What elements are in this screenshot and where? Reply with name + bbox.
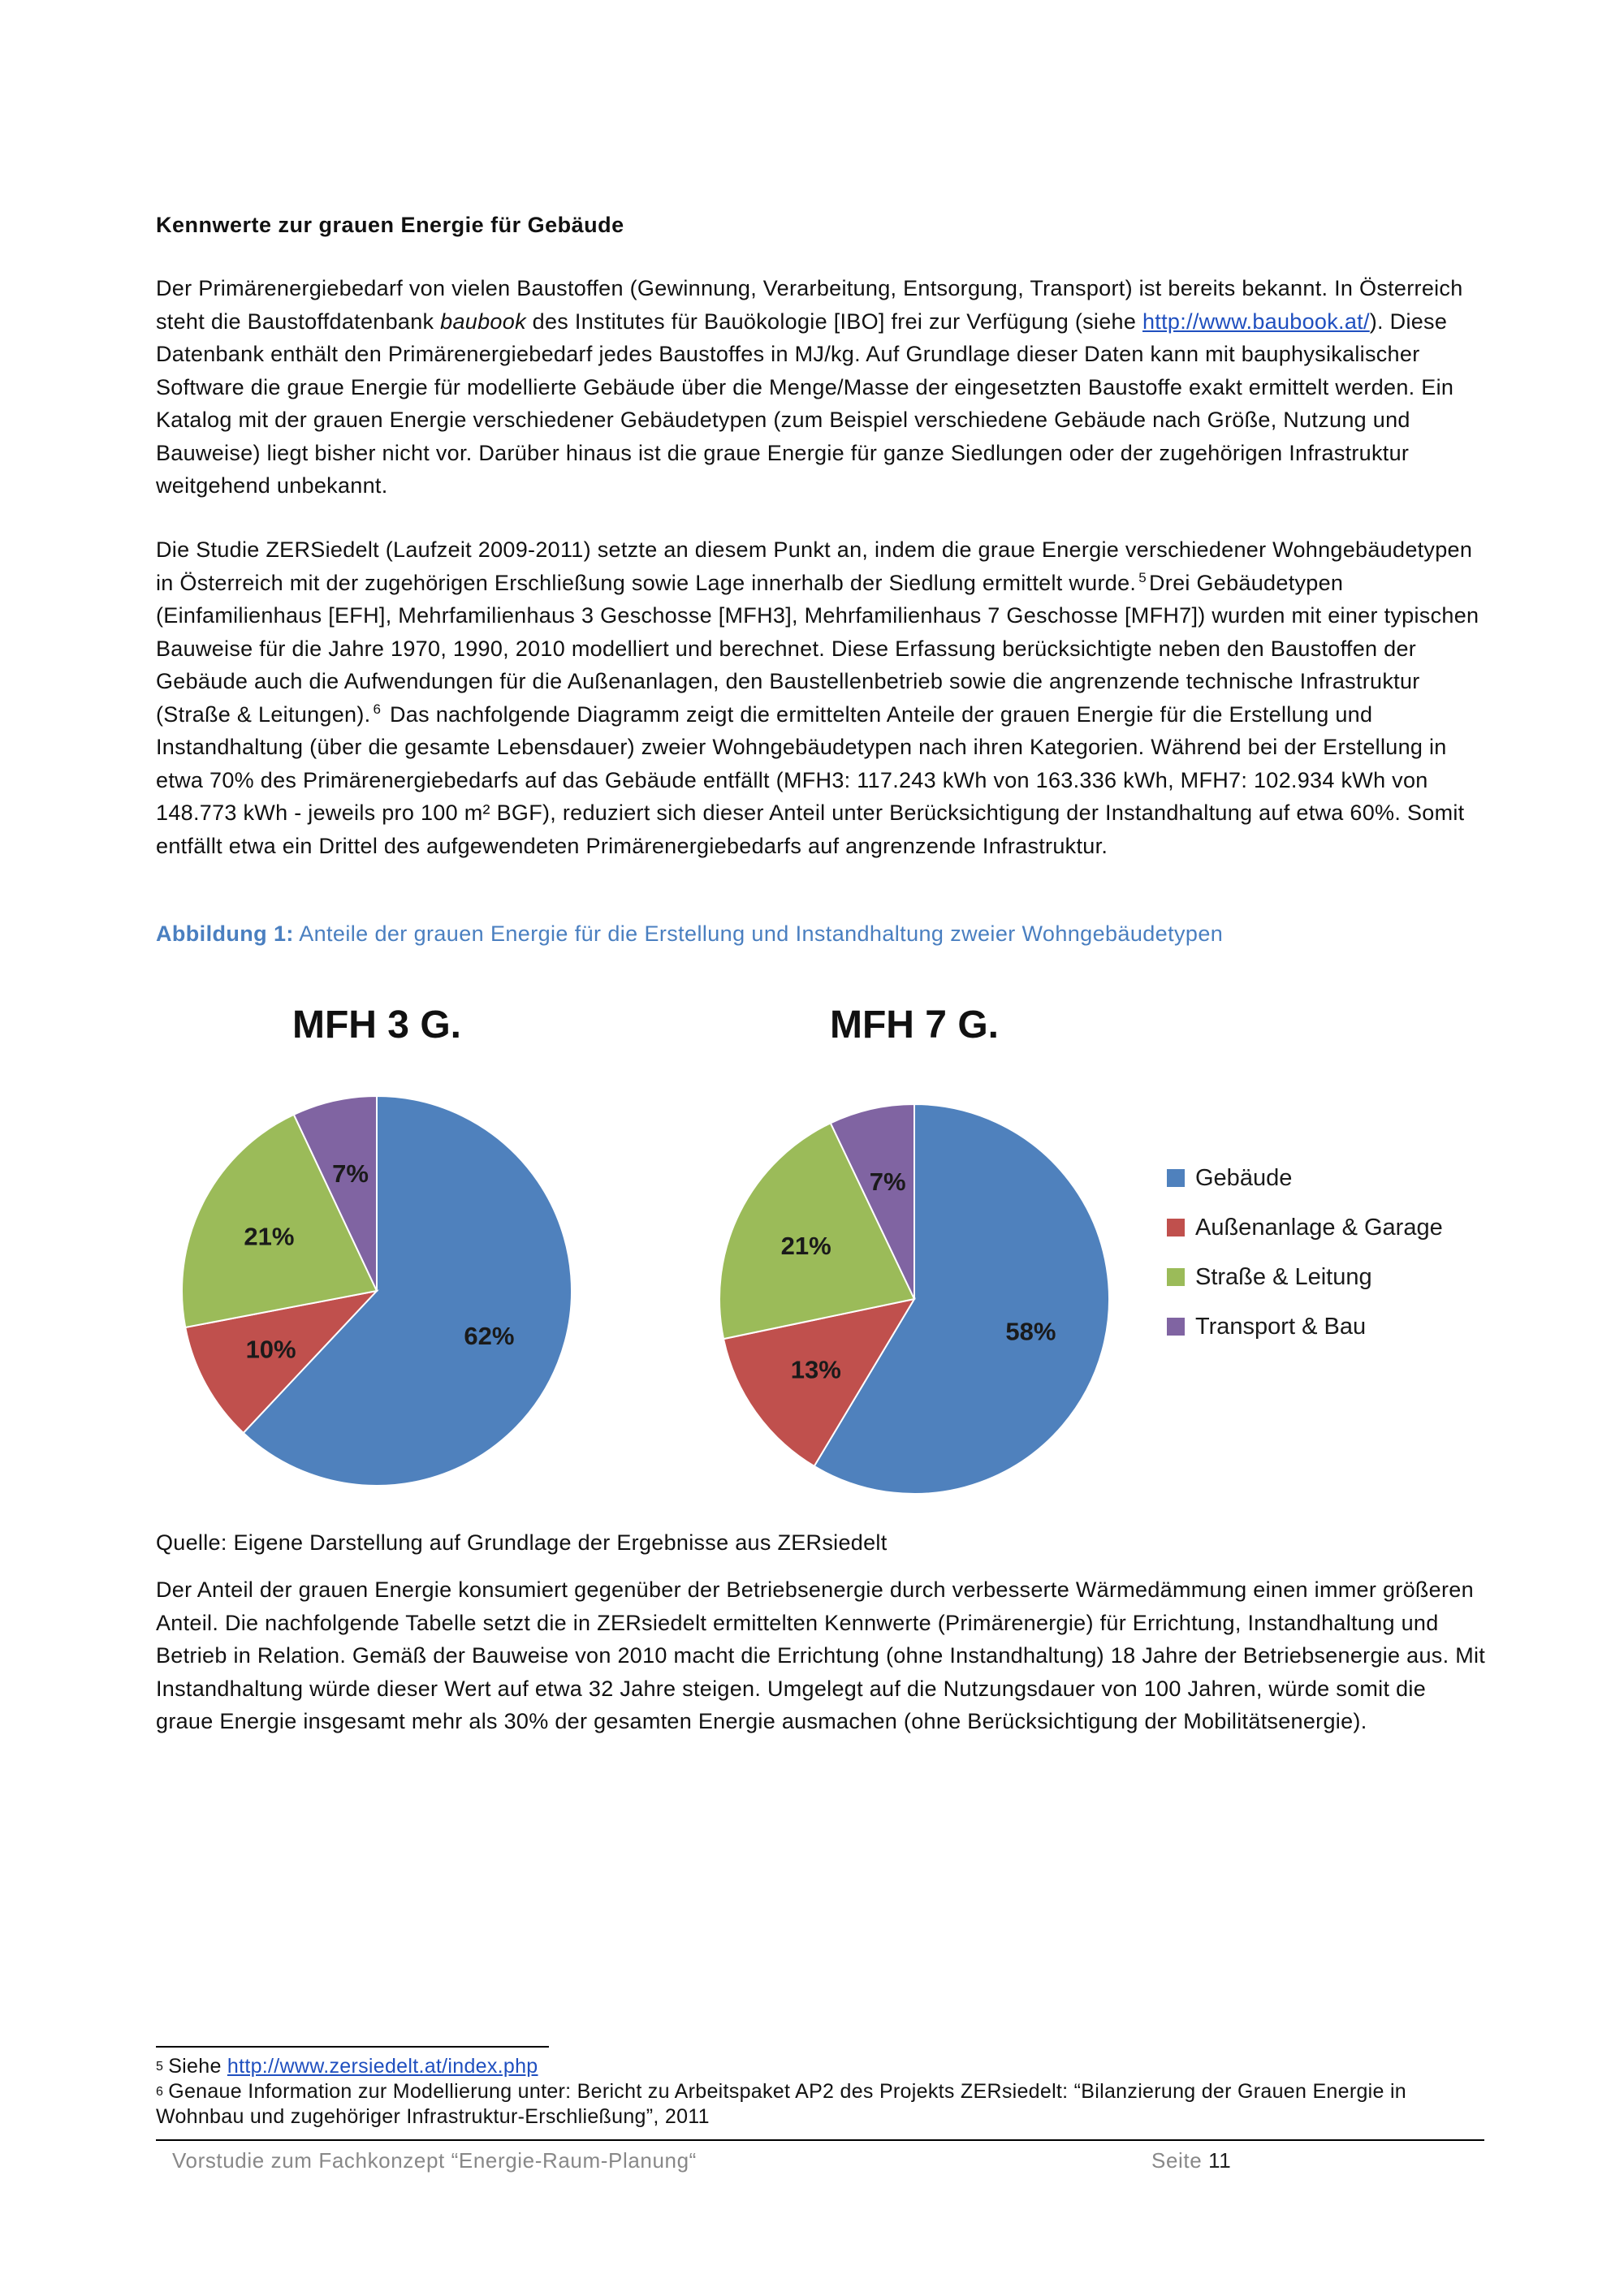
paragraph-3: Der Anteil der grauen Energie konsumiert gegenüber der Betriebsenergie durch verbesserte Wärmedämmung einen immer größeren Anteil. Die nachfolgende Tabelle setzt die in ZERsiedelt ermittelten Kennwerte (Primärenergie) für Errichtung, Instandhaltung und Betrieb in Relation. Gemäß der Bauweise von 2010 macht die Errichtung (ohne Instandhaltung) 18 Jahre der Betriebsenergie aus. Mit Instandhaltung würde dieser Wert auf etwa 32 Jahre steigen. Umgelegt auf die Nutzungsdauer von 100 Jahren, würde somit die graue Energie insgesamt mehr als 30% der gesamten Energie ausmachen (ohne Berücksichtigung der Mobilitätsenergie). [156, 1577, 1486, 1733]
paragraph-1-italic: baubook [440, 309, 526, 334]
paragraph-2-text-b: Drei Gebäudetypen (Einfamilienhaus [EFH], Mehrfamilienhaus 3 Geschosse [MFH3], Mehrfamilienhaus 7 Geschosse [MFH7]) wurden mit einer typischen Bauweise für die Jahre 1970, 1990, 2010 modelliert und berechnet. Diese Erfassung berücksichtigte neben den Baustoffen der Gebäude auch die Aufwendungen für die Außenanlagen, den Baustellenbetrieb sowie die angrenzende technische Infrastruktur (Straße & Leitungen). [156, 570, 1479, 727]
paragraph-1-text-b: des Institutes für Bauökologie [IBO] frei zur Verfügung (siehe [525, 309, 1142, 334]
footnote-5 [156, 2054, 1488, 2079]
footer-page-label: Seite [1151, 2148, 1209, 2173]
baubook-link[interactable]: http://www.baubook.at/ [1142, 309, 1370, 334]
paragraph-1-text-c: ). Diese Datenbank enthält den Primärenergiebedarf jedes Baustoffes in MJ/kg. Auf Grundlage dieser Daten kann mit bauphysikalischer Software die graue Energie für modellierte Gebäude über die Menge/Masse der eingesetzten Baustoffe exakt ermittelt werden. Ein Katalog mit der grauen Energie verschiedener Gebäudetypen (zum Beispiel verschiedene Gebäude nach Größe, Nutzung und Bauweise) liegt bisher nicht vor. Darüber hinaus ist die graue Energie für ganze Siedlungen oder der zugehörigen Infrastruktur weitgehend unbekannt. [156, 309, 1454, 498]
paragraph-2 [156, 533, 1488, 862]
footer-divider [156, 2139, 1484, 2141]
legend-label-2: Außenanlage & Garage [1195, 1215, 1443, 1241]
footnote-divider [156, 2046, 549, 2048]
footnote-5-text: Siehe [168, 2055, 227, 2078]
pie-1-label-4: 7% [332, 1159, 369, 1188]
paragraph-1-text-a: Der Primärenergiebedarf von vielen Baustoffen (Gewinnung, Verarbeitung, Entsorgung, Transport) ist bereits bekannt. In Österreich steht die Baustoffdatenbank [156, 276, 1463, 334]
footer-title: Vorstudie zum Fachkonzept “Energie-Raum-Planung“ [172, 2148, 697, 2173]
pie-2-label-1: 58% [1005, 1317, 1056, 1346]
paragraph-1 [156, 272, 1488, 503]
footnote-6-text: Genaue Information zur Modellierung unter: Bericht zu Arbeitspaket AP2 des Projekts ZERsiedelt: “Bilanzierung der Grauen Energie in Wohnbau und zugehöriger Infrastruktur-Erschließung”, 2011 [156, 2080, 1407, 2128]
footnote-6-number: 6 [156, 2085, 164, 2099]
paragraph-2-text-c: Das nachfolgende Diagramm zeigt die ermittelten Anteile der grauen Energie für die Erstellung und Instandhaltung (über die gesamte Lebensdauer) zweier Wohngebäudetypen nach ihren Kategorien. Während bei der Erstellung in etwa 70% des Primärenergiebedarfs auf das Gebäude entfällt (MFH3: 117.243 kWh von 163.336 kWh, MFH7: 102.934 kWh von 148.773 kWh - jeweils pro 100 m² BGF), reduziert sich dieser Anteil unter Berücksichtigung der Instandhaltung auf etwa 60%. Somit entfällt etwa ein Drittel des aufgewendeten Primärenergiebedarfs auf angrenzende Infrastruktur. [156, 701, 1465, 858]
legend-label-3: Straße & Leitung [1195, 1264, 1372, 1290]
legend-swatch-3 [1167, 1268, 1185, 1286]
pie-2-label-2: 13% [790, 1355, 841, 1384]
legend-swatch-1 [1167, 1169, 1185, 1187]
section-heading: Kennwerte zur grauen Energie für Gebäude [156, 213, 624, 237]
pie-charts-figure [156, 989, 1488, 1508]
legend-label-4: Transport & Bau [1195, 1314, 1367, 1340]
footnote-ref-5[interactable]: 5 [1138, 569, 1147, 585]
footnote-6 [156, 2079, 1488, 2130]
footnote-ref-6[interactable]: 6 [373, 701, 382, 717]
pie-1-label-3: 21% [244, 1222, 295, 1251]
figure-caption-text: Anteile der grauen Energie für die Erstellung und Instandhaltung zweier Wohngebäudetypen [293, 921, 1224, 946]
zersiedelt-link[interactable]: http://www.zersiedelt.at/index.php [227, 2055, 538, 2078]
pie-2-label-4: 7% [869, 1167, 906, 1196]
pie-1-title: MFH 3 G. [292, 1003, 462, 1047]
figure-source: Quelle: Eigene Darstellung auf Grundlage der Ergebnisse aus ZERsiedelt [156, 1530, 888, 1555]
footer-page [1151, 2148, 1231, 2173]
pie-1-label-1: 62% [464, 1321, 515, 1350]
footnote-5-number: 5 [156, 2060, 164, 2074]
pie-1-label-2: 10% [245, 1335, 296, 1364]
paragraph-2-text-a: Die Studie ZERSiedelt (Laufzeit 2009-2011) setzte an diesem Punkt an, indem die graue Energie verschiedener Wohngebäudetypen in Österreich mit der zugehörigen Erschließung sowie Lage innerhalb der Siedlung ermittelt wurde. [156, 537, 1473, 595]
footer-page-number: 11 [1208, 2148, 1232, 2173]
pie-2-label-3: 21% [780, 1231, 831, 1260]
figure-caption-label: Abbildung 1: [156, 921, 294, 946]
footnotes [156, 2054, 1488, 2130]
pie-2-title: MFH 7 G. [829, 1003, 1000, 1047]
legend-swatch-4 [1167, 1318, 1185, 1336]
figure-caption [156, 921, 1488, 947]
legend-swatch-2 [1167, 1219, 1185, 1236]
legend-label-1: Gebäude [1195, 1165, 1293, 1191]
